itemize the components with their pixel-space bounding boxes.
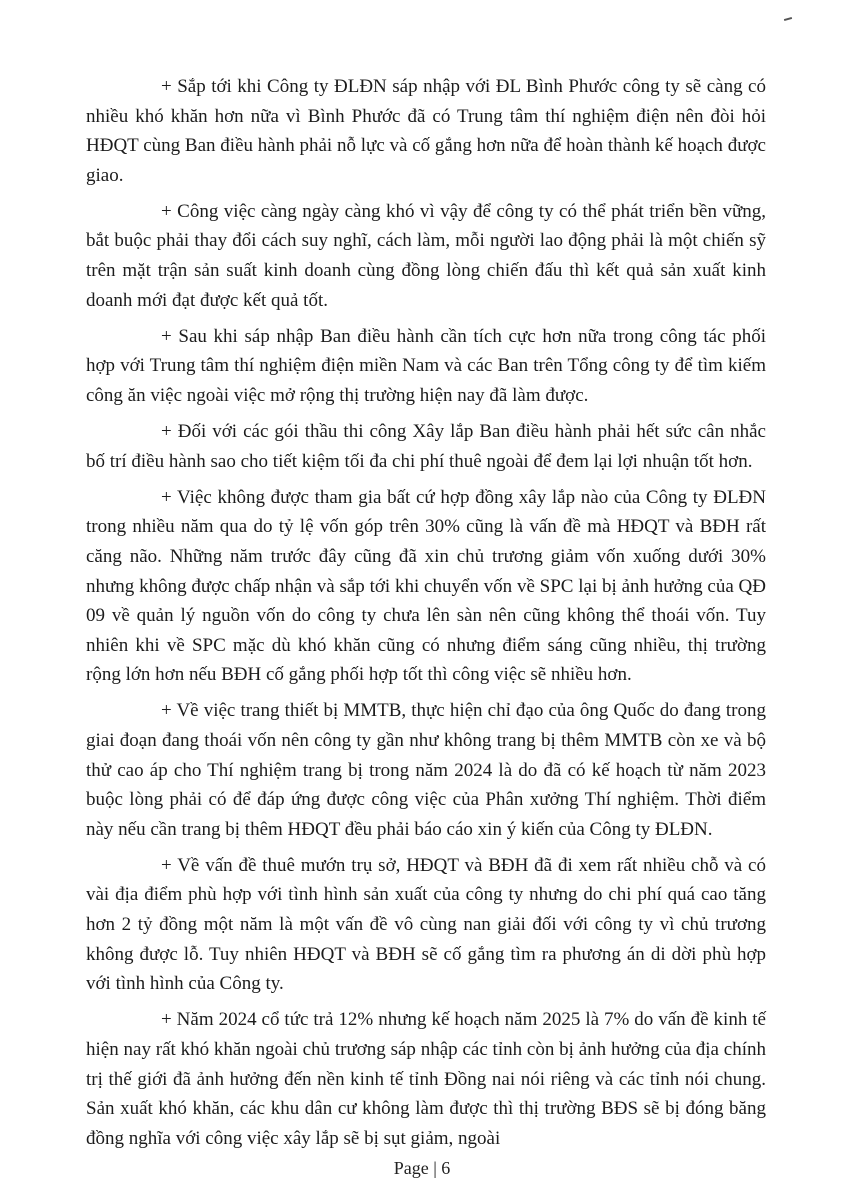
paragraph: + Việc không được tham gia bất cứ hợp đồng xây lắp nào của Công ty ĐLĐN trong nhiều năm qua do tỷ lệ vốn góp trên 30% cũng là vấn đề mà HĐQT và BĐH rất căng não. Những năm trước đây cũng đã xin chủ trương giảm vốn xuống dưới 30% nhưng không được chấp nhận và sắp tới khi chuyển vốn về SPC lại bị ảnh hưởng của QĐ 09 về quản lý nguồn vốn do công ty chưa lên sàn nên cũng không thể thoái vốn. Tuy nhiên khi về SPC mặc dù khó khăn cũng có nhưng điểm sáng cũng nhiều, thị trường rộng lớn hơn nếu BĐH cố gắng phối hợp tốt thì công việc sẽ nhiều hơn.: [86, 486, 766, 686]
paragraph: + Về việc trang thiết bị MMTB, thực hiện chỉ đạo của ông Quốc do đang trong giai đoạn đang thoái vốn nên công ty gần như không trang bị thêm MMTB còn xe và bộ thử cao áp cho Thí nghiệm trang bị trong năm 2024 là do đã có kế hoạch từ năm 2023 buộc lòng phải có để đáp ứng được công việc của Phân xưởng Thí nghiệm. Thời điểm này nếu cần trang bị thêm HĐQT đều phải báo cáo xin ý kiến của Công ty ĐLĐN.: [86, 700, 766, 840]
paragraph: + Sắp tới khi Công ty ĐLĐN sáp nhập với ĐL Bình Phước công ty sẽ càng có nhiều khó khăn hơn nữa vì Bình Phước đã có Trung tâm thí nghiệm điện nên đòi hỏi HĐQT cùng Ban điều hành phải nỗ lực và cố gắng hơn nữa để hoàn thành kế hoạch được giao.: [86, 76, 766, 186]
paragraph: + Năm 2024 cổ tức trả 12% nhưng kế hoạch năm 2025 là 7% do vấn đề kinh tế hiện nay rất khó khăn ngoài chủ trương sáp nhập các tỉnh còn bị ảnh hưởng của địa chính trị thế giới đã ảnh hưởng đến nền kinh tế tỉnh Đồng nai nói riêng và các tỉnh nói chung. Sản xuất khó khăn, các khu dân cư không làm được thì thị trường BĐS sẽ bị đóng băng đồng nghĩa với công việc xây lắp sẽ bị sụt giảm, ngoài: [86, 1009, 766, 1149]
paragraph: + Đối với các gói thầu thi công Xây lắp Ban điều hành phải hết sức cân nhắc bố trí điều hành sao cho tiết kiệm tối đa chi phí thuê ngoài để đem lại lợi nhuận tốt hơn.: [86, 421, 766, 472]
paragraph: + Sau khi sáp nhập Ban điều hành cần tích cực hơn nữa trong công tác phối hợp với Trung tâm thí nghiệm điện miền Nam và các Ban trên Tổng công ty để tìm kiếm công ăn việc ngoài việc mở rộng thị trường hiện nay đã làm được.: [86, 325, 766, 406]
paragraph: + Công việc càng ngày càng khó vì vậy để công ty có thể phát triển bền vững, bắt buộc phải thay đổi cách suy nghĩ, cách làm, mỗi người lao động phải là một chiến sỹ trên mặt trận sản suất kinh doanh cùng đồng lòng chiến đấu thì kết quả sản xuất kinh doanh mới đạt được kết quả tốt.: [86, 200, 766, 311]
scan-mark: [784, 17, 792, 21]
page-number-footer: Page | 6: [393, 1158, 451, 1178]
paragraph: + Về vấn đề thuê mướn trụ sở, HĐQT và BĐH đã đi xem rất nhiều chỗ và có vài địa điểm phù hợp với tình hình sản xuất của công ty nhưng do chi phí quá cao tăng hơn 2 tỷ đồng một năm là một vấn đề vô cùng nan giải đối với công ty vì chủ trương không được lỗ. Tuy nhiên HĐQT và BĐH sẽ cố gắng tìm ra phương án di dời phù hợp với tình hình của Công ty.: [86, 854, 766, 995]
document-body: [86, 72, 766, 1160]
